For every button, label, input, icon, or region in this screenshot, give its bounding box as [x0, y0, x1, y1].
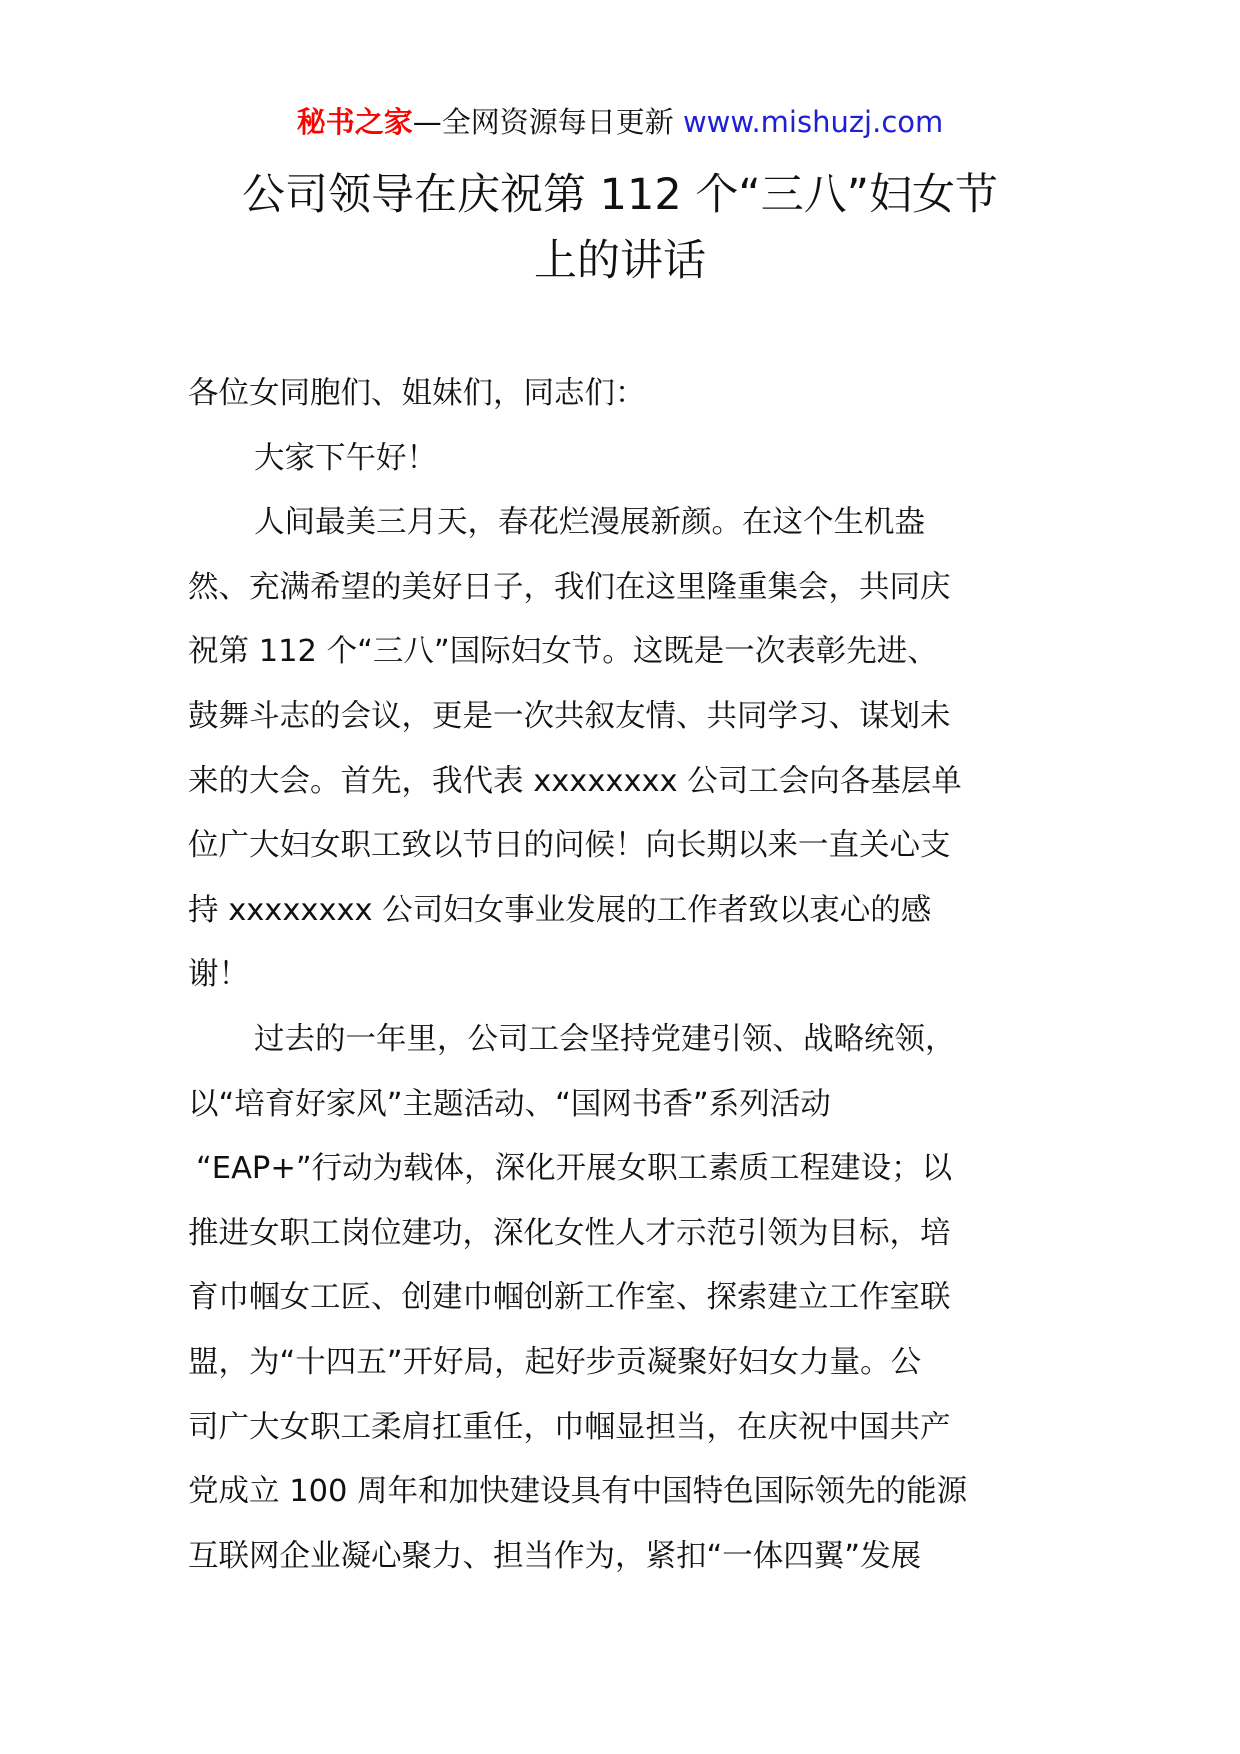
document-body	[188, 362, 1038, 1589]
body-line: 鼓舞斗志的会议，更是一次共叙友情、共同学习、谋划未	[188, 698, 951, 734]
body-line: 以“培育好家风”主题活动、“国网书香”系列活动	[188, 1086, 831, 1122]
body-line: 过去的一年里，公司工会坚持党建引领、战略统领，	[254, 1021, 956, 1057]
header-tagline: —全网资源每日更新	[412, 105, 674, 139]
body-line: 持 xxxxxxxx 公司妇女事业发展的工作者致以衷心的感	[188, 892, 932, 928]
source-header	[0, 102, 1240, 142]
body-line: 司广大女职工柔肩扛重任，巾帼显担当，在庆祝中国共产	[188, 1409, 951, 1445]
title-line: 上的讲话	[534, 236, 706, 286]
body-line: 党成立 100 周年和加快建设具有中国特色国际领先的能源	[188, 1474, 968, 1510]
body-line: 互联网企业凝心聚力、担当作为，紧扣“一体四翼”发展	[188, 1538, 922, 1574]
body-line: 位广大妇女职工致以节日的问候！向长期以来一直关心支	[188, 828, 951, 864]
body-line: 祝第 112 个“三八”国际妇女节。这既是一次表彰先进、	[188, 634, 938, 670]
document-title	[180, 162, 1060, 294]
site-link[interactable]: www.mishuzj.com	[682, 105, 944, 139]
body-line: 育巾帼女工匠、创建巾帼创新工作室、探索建立工作室联	[188, 1280, 951, 1316]
body-line: 然、充满希望的美好日子，我们在这里隆重集会，共同庆	[188, 569, 951, 605]
body-line: 盟，为“十四五”开好局，起好步贡凝聚好妇女力量。公	[188, 1344, 922, 1380]
body-line: 来的大会。首先，我代表 xxxxxxxx 公司工会向各基层单	[188, 763, 962, 799]
body-line: “EAP+”行动为载体，深化开展女职工素质工程建设；以	[196, 1151, 953, 1187]
title-line: 公司领导在庆祝第 112 个“三八”妇女节	[242, 170, 998, 220]
body-line: 推进女职工岗位建功，深化女性人才示范引领为目标，培	[188, 1215, 951, 1251]
brand-name: 秘书之家	[296, 105, 413, 139]
body-line: 谢！	[188, 957, 249, 993]
salutation-line: 各位女同胞们、姐妹们，同志们：	[188, 376, 646, 411]
body-line: 人间最美三月天，春花烂漫展新颜。在这个生机盎	[254, 505, 925, 541]
greeting-line: 大家下午好！	[254, 440, 437, 476]
